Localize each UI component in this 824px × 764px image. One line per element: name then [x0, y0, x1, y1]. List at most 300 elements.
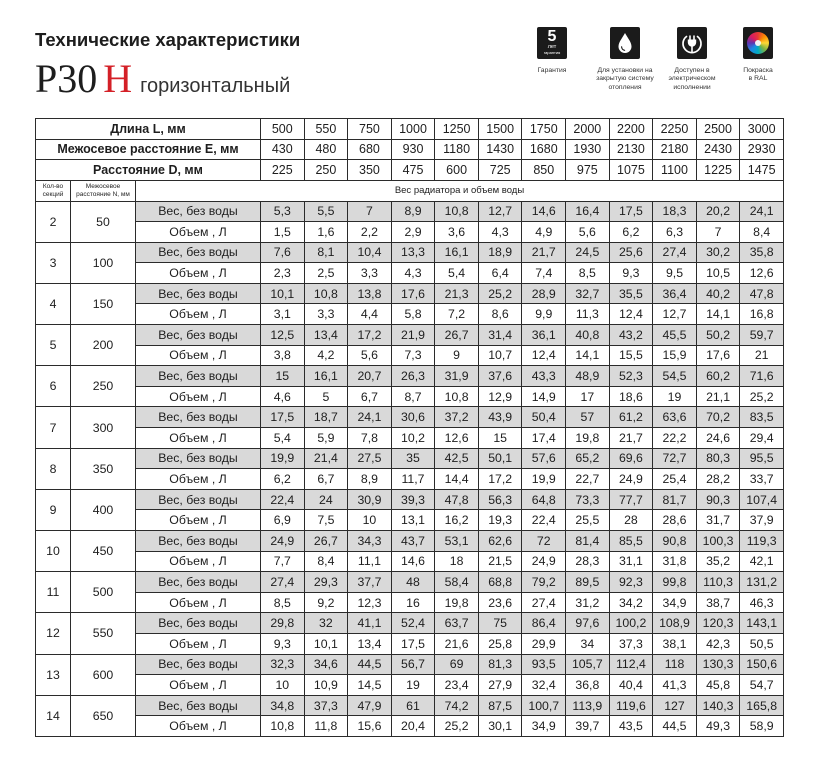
volume-row	[36, 386, 784, 407]
weight-value: 120,3	[696, 613, 740, 634]
length-value: 1750	[522, 119, 566, 140]
weight-row	[36, 531, 784, 552]
weight-value: 48	[391, 572, 435, 593]
weight-value: 35	[391, 448, 435, 469]
model-type: горизонтальный	[140, 75, 291, 97]
volume-value: 22,7	[566, 469, 610, 490]
axis-n-value: 300	[71, 407, 136, 448]
volume-value: 33,7	[740, 469, 784, 490]
sections-column-header	[36, 180, 71, 201]
length-value: 3000	[740, 119, 784, 140]
badge-unit: лет	[547, 44, 557, 50]
volume-value: 3,1	[261, 304, 305, 325]
weight-value: 25,2	[478, 283, 522, 304]
axis-e-value: 2130	[609, 139, 653, 160]
distance-d-value: 1075	[609, 160, 653, 181]
weight-value: 63,7	[435, 613, 479, 634]
weight-value: 100,7	[522, 695, 566, 716]
volume-row	[36, 716, 784, 737]
weight-value: 100,2	[609, 613, 653, 634]
volume-value: 16,2	[435, 510, 479, 531]
volume-value: 22,4	[522, 510, 566, 531]
volume-value: 16	[391, 592, 435, 613]
volume-value: 4,3	[391, 263, 435, 284]
weight-value: 64,8	[522, 489, 566, 510]
length-row	[36, 119, 784, 140]
weight-value: 97,6	[566, 613, 610, 634]
weight-label: Вес, без воды	[136, 695, 261, 716]
volume-value: 21,1	[696, 386, 740, 407]
volume-value: 4,4	[348, 304, 392, 325]
volume-value: 7,2	[435, 304, 479, 325]
weight-row	[36, 448, 784, 469]
volume-value: 6,7	[304, 469, 348, 490]
volume-value: 46,3	[740, 592, 784, 613]
weight-value: 31,9	[435, 366, 479, 387]
volume-value: 19	[391, 675, 435, 696]
weight-value: 47,8	[435, 489, 479, 510]
weight-value: 47,9	[348, 695, 392, 716]
volume-label: Объем , Л	[136, 304, 261, 325]
distance-d-value: 225	[261, 160, 305, 181]
length-value: 2000	[566, 119, 610, 140]
weight-value: 43,9	[478, 407, 522, 428]
distance-d-value: 850	[522, 160, 566, 181]
weight-value: 39,3	[391, 489, 435, 510]
weight-value: 24,5	[566, 242, 610, 263]
distance-d-value: 1475	[740, 160, 784, 181]
volume-value: 49,3	[696, 716, 740, 737]
volume-value: 11,7	[391, 469, 435, 490]
volume-label: Объем , Л	[136, 716, 261, 737]
volume-value: 13,4	[348, 633, 392, 654]
volume-value: 17,6	[696, 345, 740, 366]
length-value: 2500	[696, 119, 740, 140]
volume-value: 11,1	[348, 551, 392, 572]
weight-value: 25,6	[609, 242, 653, 263]
volume-value: 8,4	[304, 551, 348, 572]
volume-value: 7,7	[261, 551, 305, 572]
length-value: 2250	[653, 119, 697, 140]
axis-n-value: 500	[71, 572, 136, 613]
volume-value: 20,4	[391, 716, 435, 737]
volume-value: 38,7	[696, 592, 740, 613]
column-header-row	[36, 180, 784, 201]
weight-value: 7,6	[261, 242, 305, 263]
weight-value: 52,3	[609, 366, 653, 387]
weight-value: 41,1	[348, 613, 392, 634]
volume-label: Объем , Л	[136, 592, 261, 613]
section-count: 11	[36, 572, 71, 613]
volume-value: 7,8	[348, 428, 392, 449]
axis-e-value: 1180	[435, 139, 479, 160]
volume-label: Объем , Л	[136, 675, 261, 696]
weight-value: 17,6	[391, 283, 435, 304]
volume-value: 12,9	[478, 386, 522, 407]
distance-d-value: 975	[566, 160, 610, 181]
feature-label-line: Для установки на	[597, 67, 653, 74]
volume-value: 21	[740, 345, 784, 366]
axis-e-value: 2180	[653, 139, 697, 160]
volume-value: 15,6	[348, 716, 392, 737]
volume-value: 32,4	[522, 675, 566, 696]
section-count: 12	[36, 613, 71, 654]
weight-value: 75	[478, 613, 522, 634]
axis-n-value: 250	[71, 366, 136, 407]
weight-value: 56,7	[391, 654, 435, 675]
weight-value: 50,4	[522, 407, 566, 428]
weight-value: 17,2	[348, 325, 392, 346]
volume-value: 19,9	[522, 469, 566, 490]
volume-value: 36,8	[566, 675, 610, 696]
volume-value: 9,9	[522, 304, 566, 325]
weight-value: 30,2	[696, 242, 740, 263]
section-count: 10	[36, 531, 71, 572]
volume-value: 6,9	[261, 510, 305, 531]
values-column-header: Вес радиатора и объем воды	[136, 180, 784, 201]
length-value: 1500	[478, 119, 522, 140]
volume-value: 23,4	[435, 675, 479, 696]
weight-row	[36, 407, 784, 428]
volume-value: 6,4	[478, 263, 522, 284]
distance-d-value: 600	[435, 160, 479, 181]
volume-value: 42,3	[696, 633, 740, 654]
volume-value: 25,8	[478, 633, 522, 654]
weight-value: 108,9	[653, 613, 697, 634]
volume-value: 5,6	[566, 222, 610, 243]
feature-label-line: Доступен в	[674, 67, 710, 74]
weight-value: 90,8	[653, 531, 697, 552]
volume-value: 15,9	[653, 345, 697, 366]
feature-label-line: отопления	[608, 83, 642, 91]
section-count: 7	[36, 407, 71, 448]
axis-n-value: 200	[71, 325, 136, 366]
weight-value: 32,7	[566, 283, 610, 304]
sections-column-header-line: Кол-во	[42, 183, 64, 191]
volume-value: 13,1	[391, 510, 435, 531]
weight-row	[36, 283, 784, 304]
weight-value: 57,6	[522, 448, 566, 469]
volume-value: 34	[566, 633, 610, 654]
weight-value: 5,3	[261, 201, 305, 222]
volume-value: 12,6	[740, 263, 784, 284]
weight-row	[36, 695, 784, 716]
weight-value: 40,8	[566, 325, 610, 346]
weight-value: 43,7	[391, 531, 435, 552]
weight-value: 71,6	[740, 366, 784, 387]
weight-value: 26,7	[304, 531, 348, 552]
volume-value: 10,9	[304, 675, 348, 696]
volume-value: 10,8	[435, 386, 479, 407]
volume-value: 23,6	[478, 592, 522, 613]
water-drop-icon	[610, 27, 640, 59]
volume-value: 8,6	[478, 304, 522, 325]
axis-n-value: 100	[71, 242, 136, 283]
weight-row	[36, 572, 784, 593]
volume-value: 19,3	[478, 510, 522, 531]
weight-value: 37,7	[348, 572, 392, 593]
weight-value: 29,3	[304, 572, 348, 593]
volume-value: 2,2	[348, 222, 392, 243]
volume-value: 4,9	[522, 222, 566, 243]
weight-value: 13,8	[348, 283, 392, 304]
weight-value: 90,3	[696, 489, 740, 510]
weight-value: 59,7	[740, 325, 784, 346]
weight-value: 18,3	[653, 201, 697, 222]
volume-value: 37,3	[609, 633, 653, 654]
feature-label	[514, 67, 590, 75]
volume-value: 4,2	[304, 345, 348, 366]
volume-value: 6,2	[609, 222, 653, 243]
weight-value: 34,8	[261, 695, 305, 716]
volume-row	[36, 345, 784, 366]
weight-label: Вес, без воды	[136, 325, 261, 346]
warranty-badge-icon	[537, 27, 567, 59]
volume-value: 5	[304, 386, 348, 407]
length-value: 500	[261, 119, 305, 140]
feature-warranty	[514, 27, 590, 75]
feature-label-line: в RAL	[748, 75, 768, 83]
section-count: 2	[36, 201, 71, 242]
distance-d-row	[36, 160, 784, 181]
model-prefix: P30	[35, 56, 98, 101]
volume-row	[36, 428, 784, 449]
weight-value: 44,5	[348, 654, 392, 675]
volume-value: 19,8	[435, 592, 479, 613]
volume-label: Объем , Л	[136, 428, 261, 449]
weight-value: 22,4	[261, 489, 305, 510]
weight-value: 18,7	[304, 407, 348, 428]
volume-value: 2,3	[261, 263, 305, 284]
volume-row	[36, 222, 784, 243]
volume-value: 15,5	[609, 345, 653, 366]
weight-value: 20,2	[696, 201, 740, 222]
weight-label: Вес, без воды	[136, 366, 261, 387]
weight-value: 53,1	[435, 531, 479, 552]
volume-value: 5,4	[435, 263, 479, 284]
weight-value: 52,4	[391, 613, 435, 634]
volume-value: 29,9	[522, 633, 566, 654]
volume-value: 5,6	[348, 345, 392, 366]
weight-value: 40,2	[696, 283, 740, 304]
weight-value: 92,3	[609, 572, 653, 593]
weight-value: 16,1	[435, 242, 479, 263]
weight-value: 119,3	[740, 531, 784, 552]
weight-value: 21,9	[391, 325, 435, 346]
length-value: 1000	[391, 119, 435, 140]
weight-row	[36, 242, 784, 263]
weight-value: 54,5	[653, 366, 697, 387]
axis-e-value: 1430	[478, 139, 522, 160]
axis-n-value: 550	[71, 613, 136, 654]
axis-n-value: 400	[71, 489, 136, 530]
axis-e-value: 680	[348, 139, 392, 160]
volume-value: 44,5	[653, 716, 697, 737]
axis-e-value: 1930	[566, 139, 610, 160]
axis-n-value: 600	[71, 654, 136, 695]
weight-value: 27,4	[653, 242, 697, 263]
volume-value: 5,4	[261, 428, 305, 449]
volume-row	[36, 675, 784, 696]
weight-label: Вес, без воды	[136, 448, 261, 469]
weight-value: 95,5	[740, 448, 784, 469]
weight-value: 43,3	[522, 366, 566, 387]
volume-value: 37,9	[740, 510, 784, 531]
volume-value: 17,5	[391, 633, 435, 654]
axis-e-value: 2930	[740, 139, 784, 160]
weight-value: 81,3	[478, 654, 522, 675]
weight-value: 60,2	[696, 366, 740, 387]
weight-value: 35,5	[609, 283, 653, 304]
volume-value: 14,5	[348, 675, 392, 696]
volume-value: 8,4	[740, 222, 784, 243]
weight-label: Вес, без воды	[136, 654, 261, 675]
weight-value: 89,5	[566, 572, 610, 593]
volume-value: 15	[478, 428, 522, 449]
axis-e-value: 430	[261, 139, 305, 160]
feature-label	[654, 67, 730, 92]
weight-value: 105,7	[566, 654, 610, 675]
volume-row	[36, 633, 784, 654]
volume-value: 24,9	[609, 469, 653, 490]
volume-value: 2,5	[304, 263, 348, 284]
volume-value: 12,7	[653, 304, 697, 325]
volume-value: 19,8	[566, 428, 610, 449]
axis-n-value: 50	[71, 201, 136, 242]
volume-value: 25,2	[435, 716, 479, 737]
weight-value: 5,5	[304, 201, 348, 222]
weight-value: 16,1	[304, 366, 348, 387]
feature-label-line: закрытую систему	[596, 75, 654, 83]
volume-label: Объем , Л	[136, 263, 261, 284]
length-value: 1250	[435, 119, 479, 140]
volume-value: 9,3	[609, 263, 653, 284]
weight-value: 73,3	[566, 489, 610, 510]
weight-value: 107,4	[740, 489, 784, 510]
volume-value: 14,6	[391, 551, 435, 572]
volume-value: 2,9	[391, 222, 435, 243]
section-count: 14	[36, 695, 71, 736]
volume-label: Объем , Л	[136, 551, 261, 572]
axis-e-label: Межосевое расстояние E, мм	[36, 139, 261, 160]
weight-value: 8,9	[391, 201, 435, 222]
distance-d-value: 1225	[696, 160, 740, 181]
weight-value: 20,7	[348, 366, 392, 387]
weight-value: 24,1	[740, 201, 784, 222]
weight-value: 37,3	[304, 695, 348, 716]
volume-label: Объем , Л	[136, 510, 261, 531]
weight-value: 10,1	[261, 283, 305, 304]
section-count: 4	[36, 283, 71, 324]
volume-value: 31,2	[566, 592, 610, 613]
axis-e-value: 2430	[696, 139, 740, 160]
weight-value: 24,9	[261, 531, 305, 552]
volume-value: 9	[435, 345, 479, 366]
feature-label-line: электрическом	[668, 75, 716, 83]
volume-value: 1,6	[304, 222, 348, 243]
axis-n-value: 650	[71, 695, 136, 736]
weight-value: 10,8	[304, 283, 348, 304]
weight-value: 68,8	[478, 572, 522, 593]
weight-value: 12,7	[478, 201, 522, 222]
volume-value: 4,6	[261, 386, 305, 407]
axis-e-value: 930	[391, 139, 435, 160]
weight-value: 74,2	[435, 695, 479, 716]
distance-d-value: 725	[478, 160, 522, 181]
volume-value: 3,6	[435, 222, 479, 243]
weight-label: Вес, без воды	[136, 201, 261, 222]
volume-value: 38,1	[653, 633, 697, 654]
weight-value: 17,5	[609, 201, 653, 222]
volume-value: 12,3	[348, 592, 392, 613]
volume-value: 19	[653, 386, 697, 407]
weight-value: 7	[348, 201, 392, 222]
weight-value: 16,4	[566, 201, 610, 222]
volume-value: 34,9	[653, 592, 697, 613]
volume-value: 14,9	[522, 386, 566, 407]
weight-value: 110,3	[696, 572, 740, 593]
length-value: 2200	[609, 119, 653, 140]
axis-e-value: 1680	[522, 139, 566, 160]
volume-value: 31,1	[609, 551, 653, 572]
weight-value: 37,6	[478, 366, 522, 387]
volume-value: 7	[696, 222, 740, 243]
feature-closed-system	[587, 27, 663, 92]
volume-value: 25,4	[653, 469, 697, 490]
volume-value: 24,9	[522, 551, 566, 572]
weight-label: Вес, без воды	[136, 283, 261, 304]
weight-value: 93,5	[522, 654, 566, 675]
volume-value: 18,6	[609, 386, 653, 407]
weight-value: 143,1	[740, 613, 784, 634]
axis-n-value: 450	[71, 531, 136, 572]
volume-value: 9,2	[304, 592, 348, 613]
badge-caption: гарантия	[543, 50, 561, 55]
axis-n-column-header-line: Межосевое	[85, 183, 121, 191]
volume-value: 43,5	[609, 716, 653, 737]
feature-label-line: исполнении	[673, 83, 711, 91]
weight-value: 150,6	[740, 654, 784, 675]
weight-value: 65,2	[566, 448, 610, 469]
volume-value: 34,2	[609, 592, 653, 613]
color-wheel-icon	[743, 27, 773, 59]
feature-label	[720, 67, 796, 84]
weight-value: 130,3	[696, 654, 740, 675]
volume-value: 10,1	[304, 633, 348, 654]
volume-value: 7,4	[522, 263, 566, 284]
weight-value: 28,9	[522, 283, 566, 304]
volume-value: 25,5	[566, 510, 610, 531]
weight-label: Вес, без воды	[136, 531, 261, 552]
volume-value: 9,3	[261, 633, 305, 654]
weight-value: 87,5	[478, 695, 522, 716]
volume-value: 3,3	[304, 304, 348, 325]
weight-value: 77,7	[609, 489, 653, 510]
electric-plug-icon	[677, 27, 707, 59]
weight-value: 48,9	[566, 366, 610, 387]
volume-value: 11,8	[304, 716, 348, 737]
weight-value: 10,8	[435, 201, 479, 222]
page-title: Технические характеристики	[35, 29, 301, 50]
weight-label: Вес, без воды	[136, 242, 261, 263]
weight-value: 81,7	[653, 489, 697, 510]
weight-value: 50,2	[696, 325, 740, 346]
volume-value: 8,9	[348, 469, 392, 490]
volume-value: 10	[261, 675, 305, 696]
weight-value: 8,1	[304, 242, 348, 263]
volume-value: 6,2	[261, 469, 305, 490]
weight-value: 30,6	[391, 407, 435, 428]
